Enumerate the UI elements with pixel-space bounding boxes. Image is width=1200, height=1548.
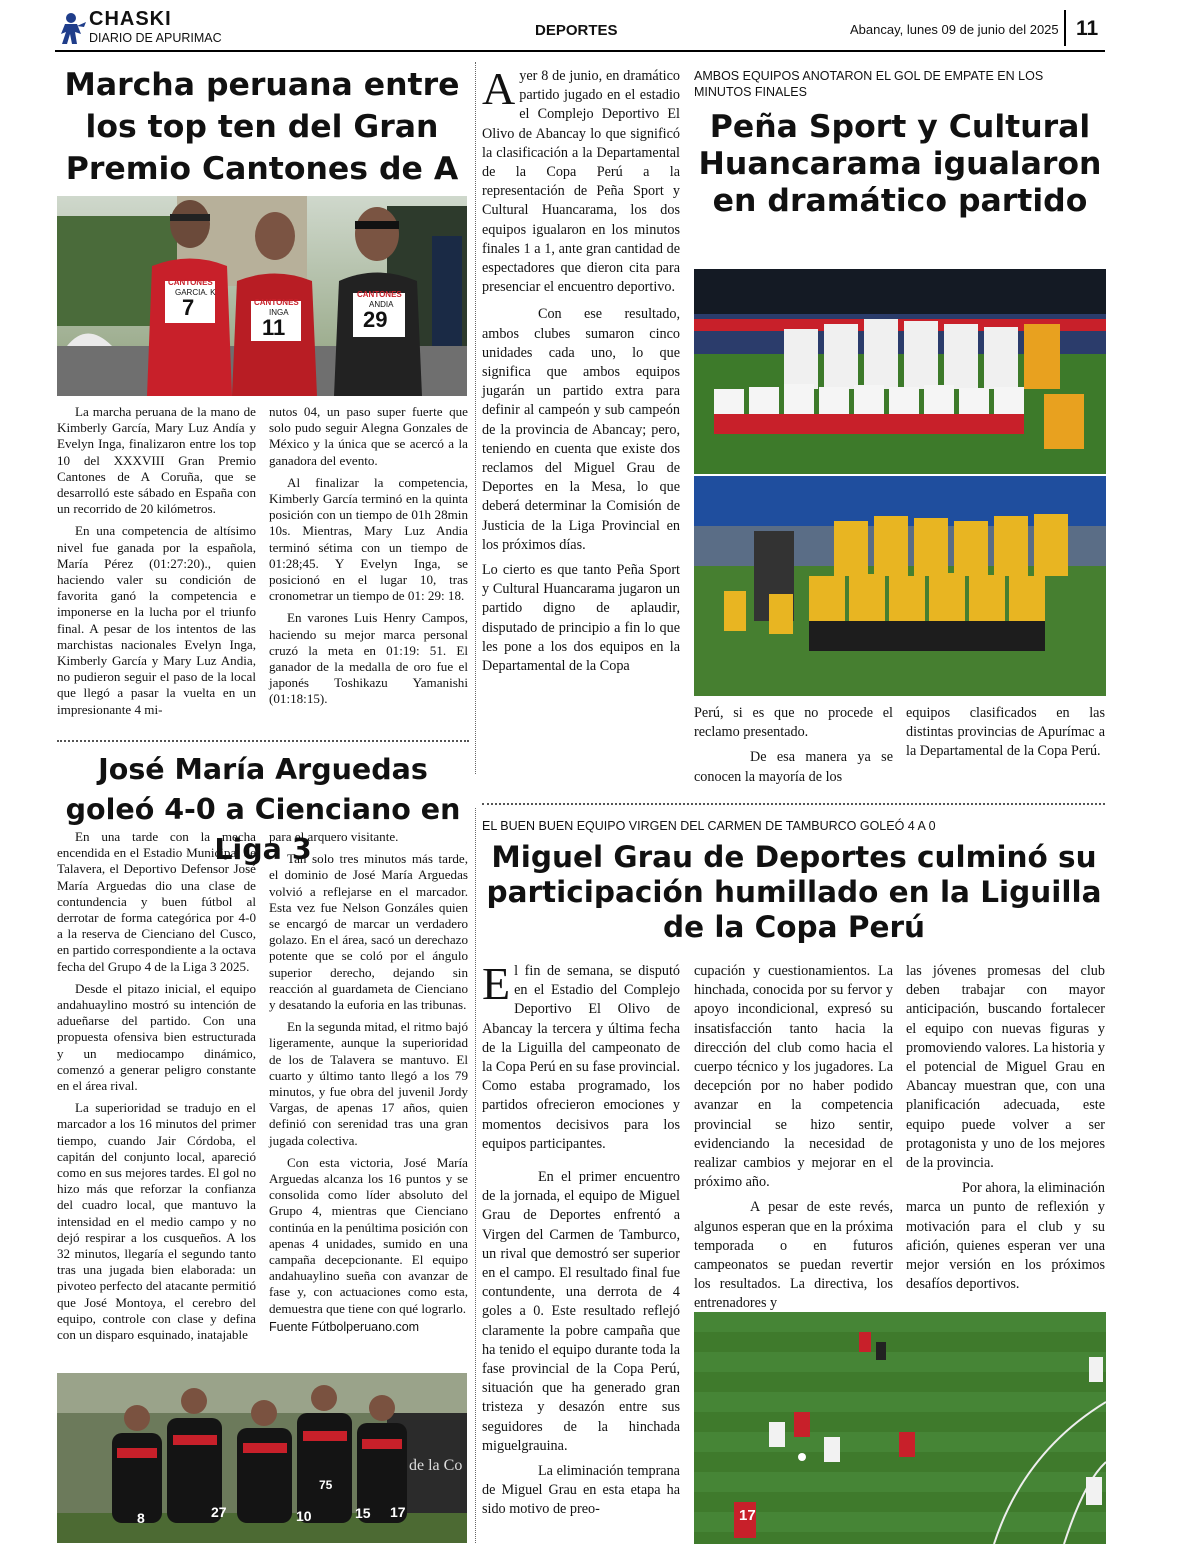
article1-photo [57,196,467,396]
paragraph: Perú, si es que no procede el reclamo presentado. [694,705,893,741]
article3-kicker: AMBOS EQUIPOS ANOTARON EL GOL DE EMPATE EN LOS MINUTOS FINALES [694,69,1044,99]
paragraph [482,63,680,297]
paragraph: En la segunda mitad, el ritmo bajó ligeramente, aunque la superioridad de los de Talavera se mantuvo. El cuarto y último tanto llegó a los 79 minutos, y fue obra del juvenil Jordy Vargas, de apenas 17 años, quien definió con serenidad tras una gran jugada colectiva. [269,1019,468,1148]
article2-photo [57,1373,467,1543]
article4-photo [694,1312,1106,1544]
paragraph: cupación y cuestionamientos. La hinchada, conocida por su fervor y apoyo incondicional, expresó su insatisfacción tanto hacia la dirección del club como hacia el cuerpo técnico y los jugadores. La decepción por no haber podido avanzar en la competencia provincial se hizo sentir, evidenciando la necesidad de realizar cambios y mejorar en el próximo año. [694,963,893,1191]
article-separator [57,740,469,742]
paragraph: nutos 04, un paso super fuerte que solo pudo seguir Alegna Gonzales de México y la única que se acercó a la ganadora del evento. [269,404,468,468]
paragraph: Al finalizar la competencia, Kimberly García terminó en la quinta posición con un tiempo de 01h 28min 10s. Mientras, Mary Luz Andia terminó sétima con un tiempo de 01:28;45. Y Evelyn Inga, se posicionó en el lugar 10, tras cronometrar un tiempo de 01: 29: 18. [269,474,468,604]
paragraph: De esa manera ya se conocen la mayoría de los [694,749,893,785]
paragraph: para el arquero visitante. [269,829,399,844]
article2-column-2 [269,829,468,1335]
bib-number: 11 [262,315,286,340]
paragraph: Tan solo tres minutos más tarde, el dominio de José María Arguedas volvió a reflejarse en el marcador. Esta vez fue Nelson Gonzáles quien se encargó de marcar un verdadero golazo. En el área, sacó un derechazo potente que se coló por el ángulo superior derecho, dejando sin reacción al guardameta de Cienciano y desatando la euforia en las tribunas. [269,851,468,1013]
paragraph-text: l fin de semana, se disputó en el Estadio del Complejo Deportivo El Olivo de Abancay la tercera y última fecha de la Liguilla del campeonato de la Copa Perú en su fase provincial. Como estaba programado, los partidos ofrecieron emociones y momentos decisivos para los equipos participantes. [482,963,680,1152]
paragraph: Lo cierto es que tanto Peña Sport y Cultural Huancarama jugaron un partido digno de aplaudir, disputado de principio a fin lo que les pone a los dos equipos en la Departamental de la Copa [482,562,680,675]
paragraph [482,958,680,1154]
paragraph: Con esta victoria, José María Arguedas alcanza los 16 puntos y se consolida como líder absoluto del Grupo 4, mientras que Cienciano continúa en la penúltima posición con apenas 4 unidades, sumido en una campaña decepcionante. El equipo andahuaylino sueña con avanzar de fase y, con actuaciones como esta, demuestra que tiene con qué lograrlo. [269,1154,468,1316]
bib-label: GARCIA. K [175,288,216,297]
page-number: 11 [1076,17,1099,40]
jersey-number: 27 [211,1504,227,1520]
article4-headline: Miguel Grau de Deportes culminó su participación humillado en la Liguilla de la Copa Perú [486,840,1102,944]
article3-photo-team-yellow [694,476,1106,696]
article3-main-column [482,63,680,682]
source-credit: Fuente Fútbolperuano.com [269,1319,420,1334]
jersey-number: 17 [739,1507,756,1524]
paragraph: Por ahora, la eliminación marca un punto de reflexión y motivación para el club y su afición, quienes esperan ver una mejor versión en los próximos desafíos deportivos. [906,1180,1105,1293]
jersey-number: 10 [296,1508,312,1524]
paragraph: las jóvenes promesas del club deben trabajar con mayor anticipación, buscando fortalecer el equipo con nuevas figuras y promoviendo valores. La historia y el potencial de Miguel Grau en Abancay muestran que, con una planificación adecuada, este equipo puede volver a ser protagonista y uno de los mejores de la provincia. [906,963,1105,1172]
article3-headline: Peña Sport y Cultural Huancarama igualaron en dramático partido [698,109,1102,219]
masthead-rule [55,50,1105,52]
bib-number: 29 [363,307,388,332]
jersey-number: 75 [319,1478,333,1492]
article2-column-1 [57,829,256,1349]
masthead [55,6,1105,52]
paragraph: En una tarde con la mecha encendida en el Estadio Municipal de Talavera, el Deportivo Defensor José María Arguedas dio una clase de contundencia y buen fútbol al derrotar de forma categórica por 4-0 a la reserva de Cienciano del Cusco, en partido correspondiente a la octava fecha del Grupo 4 de la Liga 3 2025. [57,829,256,974]
bib-number: 7 [182,295,195,320]
paragraph: La eliminación temprana de Miguel Grau en esta etapa ha sido motivo de preo- [482,1463,680,1518]
jersey-number: 8 [137,1510,145,1526]
issue-date: Abancay, lunes 09 de junio del 2025 [850,22,1059,37]
paragraph-text: yer 8 de junio, en dramático partido jugado en el estadio el Complejo Deportivo El Olivo de Abancay lo que significó la clasificación a la Departamental de la Copa Perú a la representación de Peña Sport y Cultural Huancarama, los dos equipos igualaron en los minutos finales 1 a 1, ante gran cantidad de espectadores que dieron cita para presenciar el encuentro deportivo. [482,68,680,296]
article4-kicker: EL BUEN BUEN EQUIPO VIRGEN DEL CARMEN DE TAMBURCO GOLEÓ 4 A 0 [482,819,936,833]
article1-column-2 [269,404,468,714]
column-divider [475,808,476,1543]
bib-label: INGA [269,308,289,317]
paragraph: Desde el pitazo inicial, el equipo andahuaylino mostró su intención de adueñarse del partido. Con una propuesta ofensiva bien estructurada y un mediocampo dinámico, comenzó a generar peligro constante en el área rival. [57,980,256,1094]
paragraph: La marcha peruana de la mano de Kimberly García, Mary Luz Andía y Evelyn Inga, finalizaron entre los top 10 del XXXVIII Gran Premio Cantones de A Coruña, que se desarrolló este sábado en España con un recorrido de 20 kilómetros. [57,404,256,517]
paragraph: En una competencia de altísimo nivel fue ganada por la española, María Pérez (01:27:20)., quien haciendo valer su condición de favorita ganó la competencia e imponerse en la lucha por el triunfo final. A pesar de los intentos de las marchistas nacionales Evelyn Inga, Kimberly García y Mary Luz Andia, no pudieron seguir el paso de la local que llegó a pasar la vuelta en un impresionante 4 mi- [57,523,256,717]
article1-column-1 [57,404,256,724]
article1-headline: Marcha peruana entre los top ten del Gran Premio Cantones de A [64,67,460,187]
article4-column-1 [482,958,680,1526]
jersey-number: 17 [390,1504,406,1520]
article3-photo-team-red [694,269,1106,474]
bib-label: CANTONES [168,278,213,287]
banner-text: de la Co [409,1457,463,1474]
bib-label: CANTONES [254,298,299,307]
bib-label: CANTONES [357,290,402,299]
logo-icon [57,10,87,46]
article-separator [482,803,1105,805]
dropcap: A [482,63,516,114]
column-divider [475,62,476,774]
section-name: DEPORTES [535,22,618,39]
article4-column-2 [694,962,893,1320]
paragraph: equipos clasificados en las distintas provincias de Apurímac a la Departamental de la Copa Perú. [906,705,1105,760]
bib-label: ANDIA [369,300,394,309]
paragraph: A pesar de este revés, algunos esperan que en la próxima temporada o en futuros campeonatos se puedan revertir los resultados. La directiva, los entrenadores y [694,1199,893,1312]
page-number-divider [1064,10,1066,46]
paragraph: En el primer encuentro de la jornada, el equipo de Miguel Grau de Deportes enfrentó a Virgen del Carmen de Tamburco, un rival que demostró ser superior en el campo. El resultado final fue contundente, una derrota de 4 goles a 0. Este resultado reflejó claramente la pobre campaña que ha tenido el equipo durante toda la fase provincial de la Copa Perú, situación que ha generado gran tristeza y desazón entre sus seguidores de la hinchada miguelgrauina. [482,1169,680,1454]
paragraph: Con ese resultado, ambos clubes sumaron cinco unidades cada uno, lo que significa que ambos equipos jugarán un partido extra para definir al campeón y sub campeón de la provincia de Abancay; pero, teniendo en cuenta que existe dos reclamos del Miguel Grau de Deportes en la Mesa, lo que deberá determinar la Comisión de Justicia de la Liga Provincial en los próximos días. [482,306,680,553]
article2-headline: José María Arguedas goleó 4-0 a Cienciano en Liga 3 [65,753,461,866]
article3-column-c [906,704,1105,768]
paragraph: La superioridad se tradujo en el marcador a los 16 minutos del primer tiempo, cuando Jair Córdoba, el capitán del conjunto local, apareció como en sus mejores tardes. El gol no hizo más que reforzar la confianza del cuadro local, que mantuvo la intensidad en el medio campo y no dejó respirar a los cusqueños. A los 32 minutos, llegaría el segundo tanto tras una jugada bien elaborada: un pivoteo perfecto del atacante permitió que José Montoya, el cerebro del equipo, controle con clase y defina con un disparo esquinado, inatajable [57,1100,256,1343]
article4-column-3 [906,962,1105,1300]
paragraph: En varones Luis Henry Campos, haciendo su mejor marca personal cruzó la meta en 01:19: 51. El ganador de la medalla de oro fue el japonés Toshikazu Yamanishi (01:18:15). [269,610,468,707]
jersey-number: 15 [355,1505,371,1521]
article3-column-b [694,704,893,793]
dropcap: E [482,958,511,1009]
masthead-name: CHASKI [89,8,172,30]
masthead-subtitle: DIARIO DE APURIMAC [89,31,222,45]
